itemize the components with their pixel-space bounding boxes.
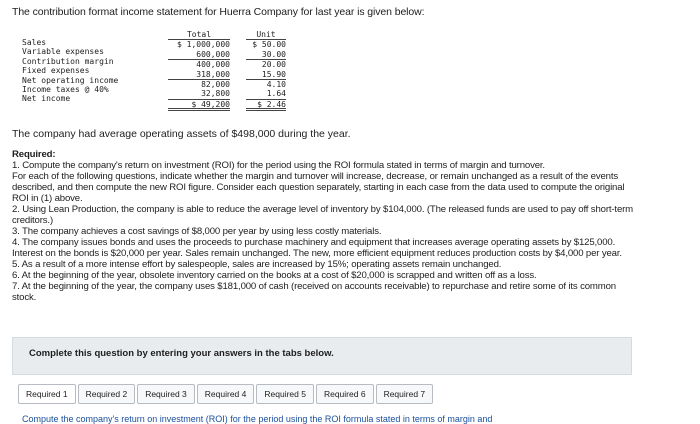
required-item-3: 3. The company achieves a cost savings of $8,000 per year by using less costly materials. [12, 226, 382, 237]
label-net-income: Net income [22, 94, 71, 104]
intro-text: The contribution format income statement for Huerra Company for last year is given below: [12, 6, 425, 18]
tab-required-1[interactable]: Required 1 [18, 384, 76, 404]
average-assets-text: The company had average operating assets of $498,000 during the year. [12, 128, 351, 140]
label-sales: Sales [22, 38, 47, 47]
total-fixed-expenses: 318,000 [168, 70, 230, 80]
label-variable-expenses: Variable expenses [22, 47, 104, 57]
total-net-operating-income: 82,000 [201, 79, 230, 89]
instruction-text: Complete this question by entering your answers in the tabs below. [29, 348, 334, 359]
unit-income-taxes: 1.64 [246, 89, 286, 99]
required-item-4: 4. The company issues bonds and uses the proceeds to purchase machinery and equipment that increases average operating assets by $125,000. Interest on the bonds is $20,000 per year. Sales remain unchanged. The new, more efficient equipment reduces production costs by $4,000 per year. [12, 237, 622, 259]
required-instructions: For each of the following questions, indicate whether the margin and turnover will increase, decrease, or remain unchanged as a result of the events described, and then compute the new ROI figure. Consider each question separately, starting in each case from the data used to compute the original ROI in (1) above. [12, 171, 625, 204]
unit-header: Unit [246, 30, 286, 40]
label-net-operating-income: Net operating income [22, 75, 119, 85]
tab-required-7[interactable]: Required 7 [376, 384, 434, 404]
statement-labels [22, 38, 118, 104]
label-income-taxes: Income taxes @ 40% [22, 84, 109, 94]
unit-sales: $ 50.00 [252, 40, 286, 50]
unit-net-operating-income: 4.10 [266, 79, 286, 89]
income-statement [16, 28, 298, 118]
unit-variable-expenses: 30.00 [246, 50, 286, 60]
label-fixed-expenses: Fixed expenses [22, 66, 90, 76]
total-net-income: $ 49,200 [168, 100, 230, 111]
tab-required-4[interactable]: Required 4 [197, 384, 255, 404]
total-income-taxes: 32,800 [168, 89, 230, 99]
total-column [168, 30, 230, 111]
required-tabs [18, 384, 433, 404]
unit-net-income: $ 2.46 [246, 100, 286, 111]
required-item-1: 1. Compute the company's return on investment (ROI) for the period using the ROI formula stated in terms of margin and turnover. [12, 160, 545, 171]
required-heading: Required: [12, 149, 56, 160]
required-item-5: 5. As a result of a more intense effort by salespeople, sales are increased by 15%; operating assets remain unchanged. [12, 259, 502, 270]
tab-required-5[interactable]: Required 5 [256, 384, 314, 404]
required-section [12, 149, 642, 303]
required-item-7: 7. At the beginning of the year, the company uses $181,000 of cash (received on accounts receivable) to repurchase and retire some of its common stock. [12, 281, 616, 303]
required-item-6: 6. At the beginning of the year, obsolete inventory carried on the books at a cost of $20,000 is scrapped and written off as a loss. [12, 270, 537, 281]
total-variable-expenses: 600,000 [168, 50, 230, 60]
tab-content-text: Compute the company's return on investment (ROI) for the period using the ROI formula stated in terms of margin and [22, 414, 493, 424]
instruction-panel [12, 337, 632, 375]
unit-fixed-expenses: 15.90 [246, 70, 286, 80]
required-item-2: 2. Using Lean Production, the company is able to reduce the average level of inventory by $104,000. (The released funds are used to pay off short-term creditors.) [12, 204, 634, 226]
total-sales: $ 1,000,000 [177, 40, 230, 50]
unit-contribution-margin: 20.00 [261, 60, 286, 70]
total-header: Total [168, 30, 230, 40]
unit-column [246, 30, 286, 111]
label-contribution-margin: Contribution margin [22, 56, 114, 66]
tab-required-6[interactable]: Required 6 [316, 384, 374, 404]
total-contribution-margin: 400,000 [196, 60, 230, 70]
tab-required-2[interactable]: Required 2 [78, 384, 136, 404]
tab-required-3[interactable]: Required 3 [137, 384, 195, 404]
